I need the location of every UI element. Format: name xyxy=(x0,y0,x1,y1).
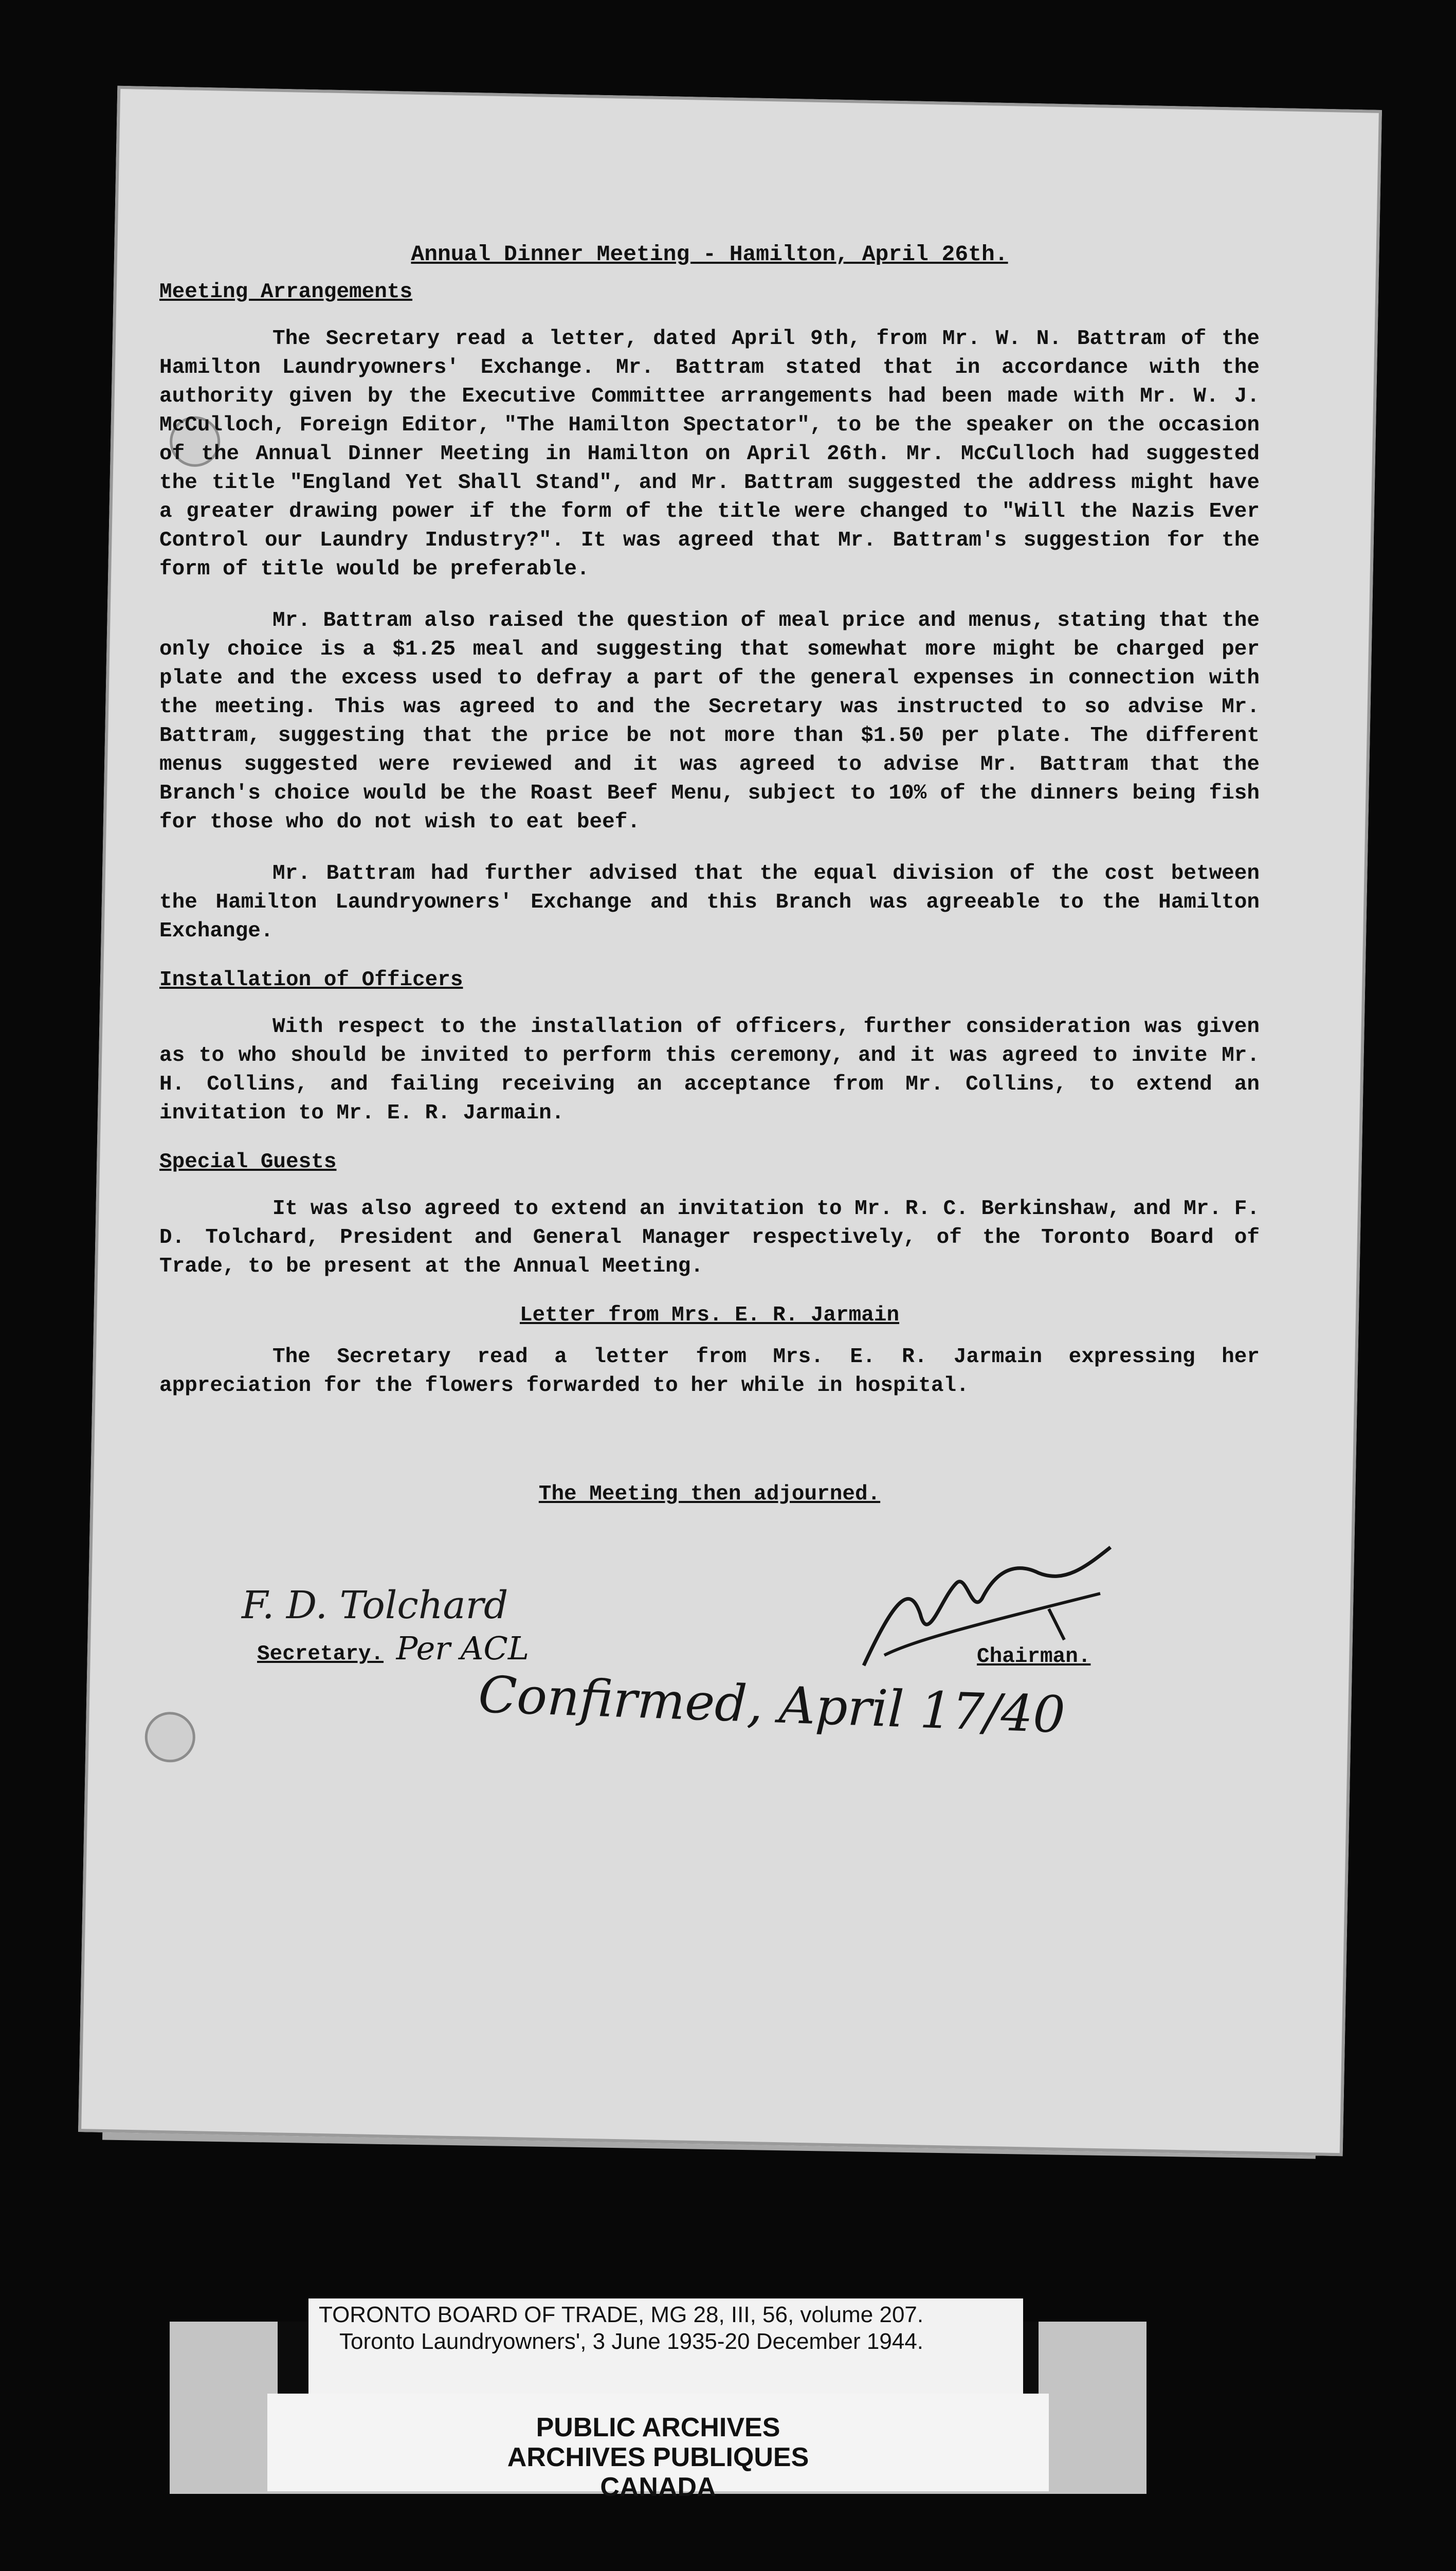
archive-stamp-line-3: CANADA xyxy=(600,2472,716,2502)
chairman-label: Chairman. xyxy=(977,1645,1091,1669)
confirmed-note: Confirmed, April 17/40 xyxy=(477,1665,1066,1745)
paragraph-meal-price: Mr. Battram also raised the question of meal price and menus, stating that the only choice is a $1.25 meal and suggesting that somewhat more might be charged per plate and the excess used to defray a part of the general expenses in connection with the meeting. This was agreed to and the Secretary was instructed to so advise Mr. Battram, suggesting that the price be not more than $1.50 per plate. The different menus suggested were reviewed and it was agreed to advise Mr. Battram that the Branch's choice would be the Roast Beef Menu, subject to 10% of the dinners being fish for those who do not wish to eat beef. xyxy=(159,609,1260,834)
archive-reference-label xyxy=(308,2298,1023,2396)
signature-block xyxy=(159,1506,1260,1794)
paragraph-letter-battram: The Secretary read a letter, dated April 9th, from Mr. W. N. Battram of the Hamilton Laundryowners' Exchange. Mr. Battram stated that in accordance with the authority given by the Executive Committee arrangements had been made with Mr. W. J. McCulloch, Foreign Editor, "The Hamilton Spectator", to be the speaker on the occasion of the Annual Dinner Meeting in Hamilton on April 26th. Mr. McCulloch had suggested the title "England Yet Shall Stand", and Mr. Battram suggested the address might have a greater drawing power if the form of the title were changed to "Will the Nazis Ever Control our Laundry Industry?". It was agreed that Mr. Battram's suggestion for the form of title would be preferable. xyxy=(159,327,1260,581)
secretary-signature: F. D. Tolchard xyxy=(242,1583,508,1627)
paragraph-letter-jarmain: The Secretary read a letter from Mrs. E. R. Jarmain expressing her appreciation for the flowers forwarded to her while in hospital. xyxy=(159,1345,1260,1398)
archive-stamp xyxy=(267,2413,1049,2502)
document-body xyxy=(159,242,1260,1794)
letter-heading: Letter from Mrs. E. R. Jarmain xyxy=(519,1303,900,1327)
paragraph-special-guests: It was also agreed to extend an invitation to Mr. R. C. Berkinshaw, and Mr. F. D. Tolchard, President and General Manager respectively, of the Toronto Board of Trade, to be present at the Annual Meeting. xyxy=(159,1197,1260,1278)
archive-stamp-line-2: ARCHIVES PUBLIQUES xyxy=(507,2442,809,2472)
secretary-label-line xyxy=(257,1629,529,1667)
secretary-label: Secretary. xyxy=(257,1642,384,1666)
section-heading-installation: Installation of Officers xyxy=(159,968,463,992)
paragraph-installation: With respect to the installation of officers, further consideration was given as to who should be invited to perform this ceremony, and it was agreed to invite Mr. H. Collins, and failing receiving an acceptance from Mr. Collins, to extend an invitation to Mr. E. R. Jarmain. xyxy=(159,1015,1260,1125)
archive-reference-line-2: Toronto Laundryowners', 3 June 1935-20 December 1944. xyxy=(339,2329,924,2354)
adjourned-line: The Meeting then adjourned. xyxy=(538,1482,881,1506)
secretary-per-initials: Per ACL xyxy=(396,1629,530,1667)
document-title: Annual Dinner Meeting - Hamilton, April 26th. xyxy=(411,242,1008,267)
archive-stamp-line-1: PUBLIC ARCHIVES xyxy=(536,2413,780,2442)
archive-reference-line-1: TORONTO BOARD OF TRADE, MG 28, III, 56, volume 207. xyxy=(319,2302,924,2327)
section-heading-special-guests: Special Guests xyxy=(159,1150,337,1174)
section-heading-meeting-arrangements: Meeting Arrangements xyxy=(159,280,413,304)
paragraph-cost-division: Mr. Battram had further advised that the equal division of the cost between the Hamilton Laundryowners' Exchange and this Branch was agreeable to the Hamilton Exchange. xyxy=(159,862,1260,943)
